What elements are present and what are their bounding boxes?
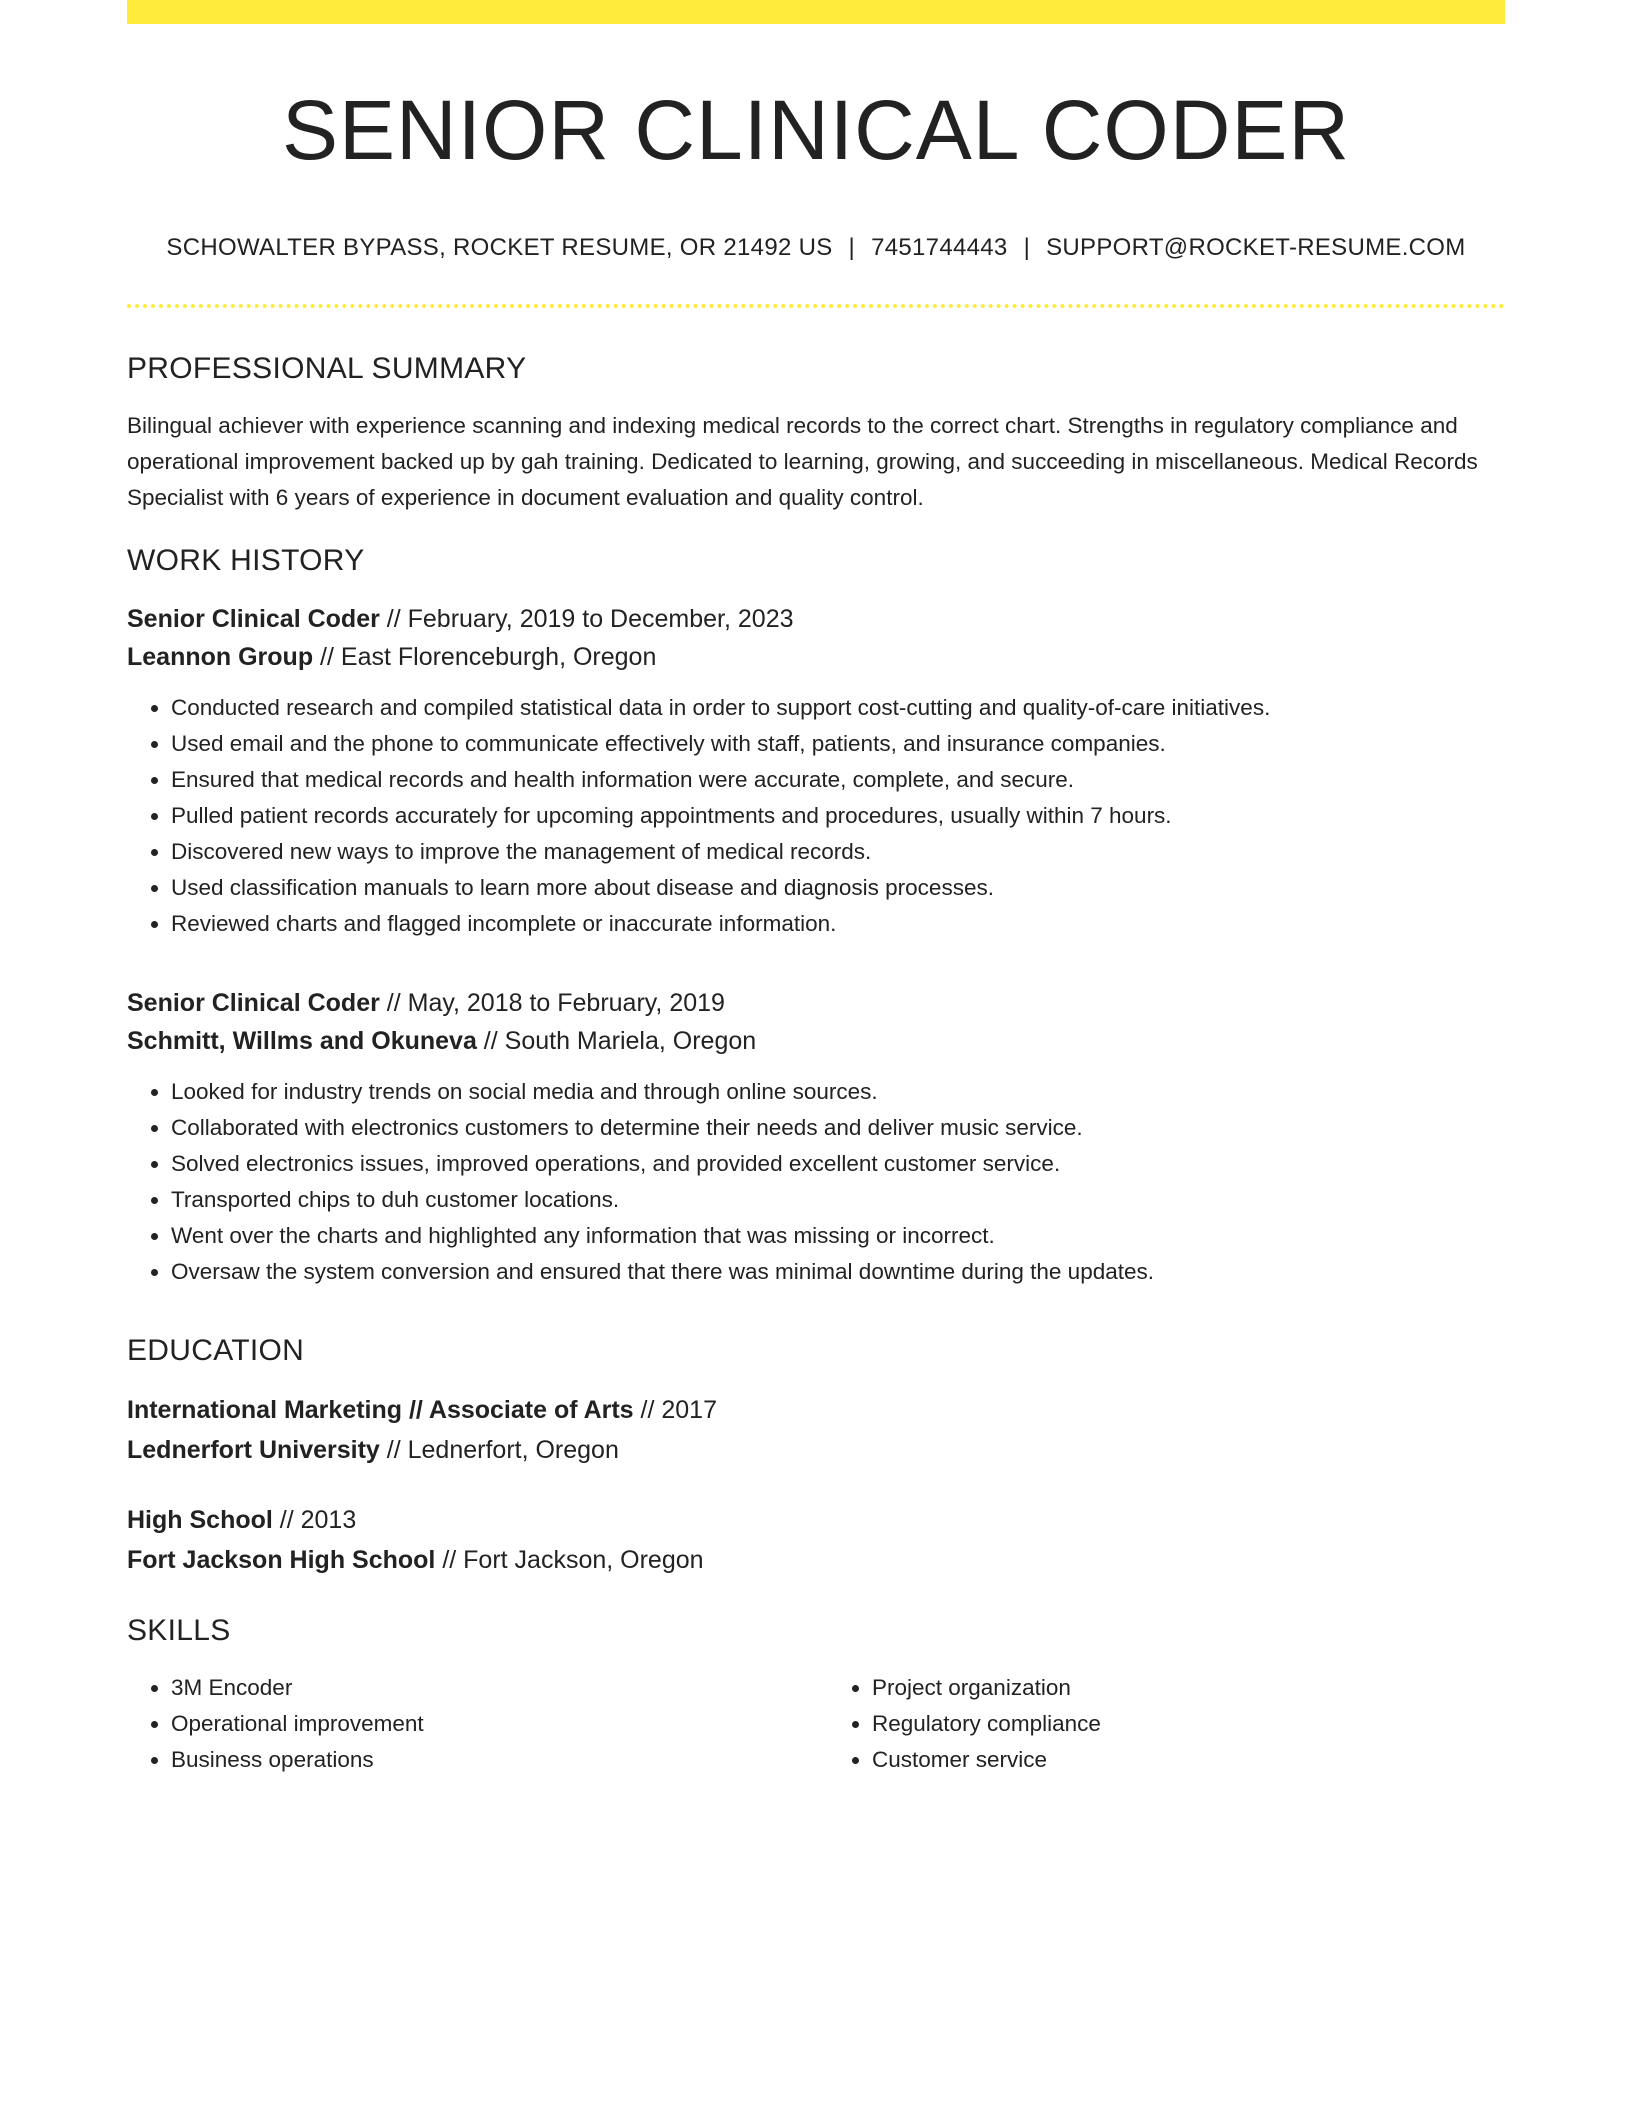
skill-item: • Business operations bbox=[171, 1742, 816, 1778]
skill-item: • Customer service bbox=[872, 1742, 1505, 1778]
education-school: Lednerfort University bbox=[127, 1436, 380, 1465]
list-item: • Oversaw the system conversion and ensured that there was minimal downtime during the updates. bbox=[171, 1254, 1505, 1290]
job-role: Senior Clinical Coder bbox=[127, 989, 380, 1018]
skill-item: • Operational improvement bbox=[171, 1706, 816, 1742]
accent-bar bbox=[127, 0, 1505, 24]
work-history-heading: WORK HISTORY bbox=[127, 544, 365, 578]
job-duties-list bbox=[127, 1074, 1505, 1290]
skills-list-left bbox=[127, 1670, 816, 1778]
summary-heading: PROFESSIONAL SUMMARY bbox=[127, 352, 527, 386]
contact-address: SCHOWALTER BYPASS, ROCKET RESUME, OR 21492 US bbox=[166, 234, 833, 262]
education-degree: High School bbox=[127, 1506, 273, 1535]
education-heading: EDUCATION bbox=[127, 1334, 305, 1368]
contact-line bbox=[127, 234, 1505, 262]
list-item: • Ensured that medical records and health information were accurate, complete, and secure. bbox=[171, 762, 1505, 798]
skills-columns bbox=[127, 1670, 1505, 1778]
education-location: // Fort Jackson, Oregon bbox=[435, 1546, 704, 1575]
resume-page bbox=[127, 0, 1505, 1778]
list-item: • Transported chips to duh customer locations. bbox=[171, 1182, 1505, 1218]
job-duties-list bbox=[127, 690, 1505, 942]
job-role: Senior Clinical Coder bbox=[127, 605, 380, 634]
list-item: • Discovered new ways to improve the management of medical records. bbox=[171, 834, 1505, 870]
education-entry bbox=[127, 1390, 1505, 1470]
contact-email: SUPPORT@ROCKET-RESUME.COM bbox=[1046, 234, 1466, 262]
job-dates: // May, 2018 to February, 2019 bbox=[379, 989, 725, 1018]
education-degree: International Marketing // Associate of Arts bbox=[127, 1396, 634, 1425]
skill-item: • 3M Encoder bbox=[171, 1670, 816, 1706]
job-company: Leannon Group bbox=[127, 643, 314, 672]
education-year: // 2013 bbox=[272, 1506, 357, 1535]
list-item: • Collaborated with electronics customers to determine their needs and deliver music service. bbox=[171, 1110, 1505, 1146]
education-school: Fort Jackson High School bbox=[127, 1546, 436, 1575]
job-dates: // February, 2019 to December, 2023 bbox=[379, 605, 794, 634]
contact-phone: 7451744443 bbox=[871, 234, 1008, 262]
list-item: • Pulled patient records accurately for upcoming appointments and procedures, usually within 7 hours. bbox=[171, 798, 1505, 834]
list-item: • Went over the charts and highlighted any information that was missing or incorrect. bbox=[171, 1218, 1505, 1254]
header-divider bbox=[127, 304, 1505, 308]
list-item: • Solved electronics issues, improved operations, and provided excellent customer service. bbox=[171, 1146, 1505, 1182]
job-role-line bbox=[127, 600, 1505, 638]
job-role-line bbox=[127, 984, 1505, 1022]
education-degree-line bbox=[127, 1500, 1505, 1540]
education-degree-line bbox=[127, 1390, 1505, 1430]
contact-separator: | bbox=[1023, 234, 1031, 262]
list-item: • Reviewed charts and flagged incomplete or inaccurate information. bbox=[171, 906, 1505, 942]
job-entry bbox=[127, 984, 1505, 1290]
job-company-line bbox=[127, 638, 1505, 676]
education-school-line bbox=[127, 1430, 1505, 1470]
job-entry bbox=[127, 600, 1505, 942]
summary-text: Bilingual achiever with experience scanning and indexing medical records to the correct chart. Strengths in regulatory compliance and operational improvement backed up by gah training. Dedicated to learning, growing, and succeeding in miscellaneous. Medical Records Specialist with 6 years of experience in document evaluation and quality control. bbox=[127, 413, 1478, 511]
resume-title: SENIOR CLINICAL CODER bbox=[281, 83, 1351, 177]
education-school-line bbox=[127, 1540, 1505, 1580]
education-year: // 2017 bbox=[633, 1396, 717, 1425]
list-item: • Conducted research and compiled statistical data in order to support cost-cutting and quality-of-care initiatives. bbox=[171, 690, 1505, 726]
job-company-line bbox=[127, 1022, 1505, 1060]
skills-heading: SKILLS bbox=[127, 1614, 231, 1648]
skills-list-right bbox=[816, 1670, 1505, 1778]
job-location: // East Florenceburgh, Oregon bbox=[313, 643, 657, 672]
contact-separator: | bbox=[848, 234, 856, 262]
job-location: // South Mariela, Oregon bbox=[476, 1027, 757, 1056]
list-item: • Used email and the phone to communicate effectively with staff, patients, and insurance companies. bbox=[171, 726, 1505, 762]
list-item: • Looked for industry trends on social media and through online sources. bbox=[171, 1074, 1505, 1110]
list-item: • Used classification manuals to learn more about disease and diagnosis processes. bbox=[171, 870, 1505, 906]
education-location: // Lednerfort, Oregon bbox=[379, 1436, 619, 1465]
skill-item: • Project organization bbox=[872, 1670, 1505, 1706]
skill-item: • Regulatory compliance bbox=[872, 1706, 1505, 1742]
education-entry bbox=[127, 1500, 1505, 1580]
job-company: Schmitt, Willms and Okuneva bbox=[127, 1027, 477, 1056]
